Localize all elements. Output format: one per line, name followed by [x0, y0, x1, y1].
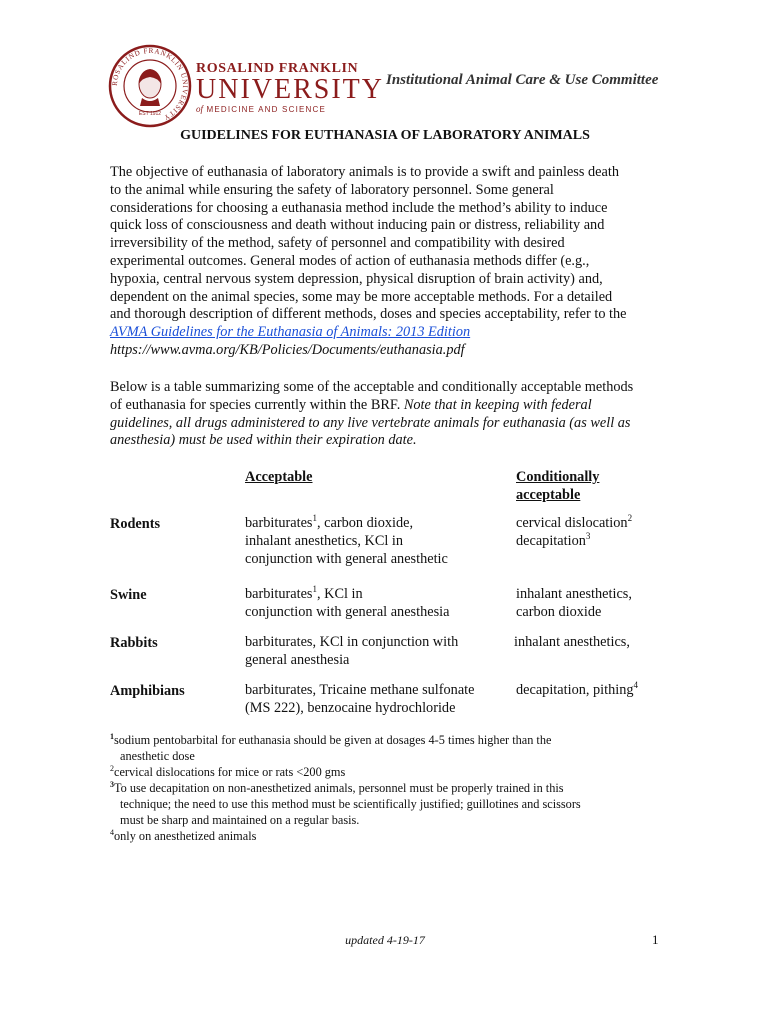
- rabbits-acceptable: [245, 634, 458, 670]
- committee-name: Institutional Animal Care & Use Committee: [386, 72, 659, 88]
- footnote-1-number: 1: [110, 731, 114, 741]
- rabbits-conditional: [514, 634, 630, 652]
- intro-line: hypoxia, central nervous system depression, physical disruption of brain activity) and,: [110, 270, 603, 287]
- amphibians-acc-line2: (MS 222), benzocaine hydrochloride: [245, 699, 456, 716]
- footnote-1: [110, 732, 670, 748]
- table-intro-note: Note that in keeping with federal: [403, 396, 592, 413]
- header-conditional-line2: acceptable: [516, 486, 581, 503]
- footnote-ref-1: 1: [312, 513, 317, 524]
- intro-line: and thorough description of different methods, doses and species acceptability, refer to the: [110, 306, 627, 323]
- university-wordmark: [196, 62, 384, 115]
- intro-line: The objective of euthanasia of laboratory animals is to provide a swift and painless death: [110, 164, 619, 180]
- avma-url-text: https://www.avma.org/KB/Policies/Documents/euthanasia.pdf: [110, 341, 465, 358]
- footnote-3-continued: technique; the need to use this method must be scientifically justified; guillotines and scissors: [120, 797, 581, 811]
- swine-cond-line1: inhalant anesthetics,: [516, 586, 632, 602]
- footnote-ref-4: 4: [633, 680, 639, 691]
- rodents-conditional: [516, 515, 632, 551]
- table-intro-line: Below is a table summarizing some of the acceptable and conditionally acceptable methods: [110, 379, 634, 395]
- species-rabbits: Rabbits: [110, 635, 158, 651]
- university-name-line2: UNIVERSITY: [196, 74, 384, 105]
- footnote-4-number: 4: [110, 827, 114, 837]
- amphibians-acceptable: [245, 682, 474, 718]
- footnote-1-continued: anesthetic dose: [120, 749, 195, 763]
- swine-conditional: [516, 586, 632, 622]
- rabbits-acc-line1: barbiturates, KCl in conjunction with: [245, 634, 459, 650]
- footnote-2-text: cervical dislocations for mice or rats <200 gms: [114, 765, 346, 779]
- seal-year: EST 1912: [138, 111, 162, 117]
- amphibians-acc-line1: barbiturates, Tricaine methane sulfonate: [245, 682, 475, 698]
- footnote-3-text: To use decapitation on non-anesthetized animals, personnel must be properly trained in this: [114, 781, 564, 795]
- intro-line: considerations for choosing a euthanasia method include the method’s ability to induce: [110, 199, 608, 216]
- rodents-acceptable: [245, 515, 448, 568]
- table-intro-note-line: guidelines, all drugs administered to any live vertebrate animals for euthanasia (as well as: [110, 414, 631, 431]
- swine-cond-line2: carbon dioxide: [516, 603, 602, 620]
- intro-line: irreversibility of the method, safety of personnel and compatibility with desired: [110, 235, 565, 252]
- swine-acc-line2: conjunction with general anesthesia: [245, 603, 450, 620]
- university-of: of: [196, 104, 204, 114]
- intro-paragraph: [110, 164, 670, 360]
- swine-acc-kcl: , KCl in: [316, 586, 363, 602]
- university-medicine-science: MEDICINE AND SCIENCE: [206, 105, 327, 114]
- page-title: GUIDELINES FOR EUTHANASIA OF LABORATORY ANIMALS: [180, 128, 590, 143]
- table-intro-paragraph: [110, 379, 670, 450]
- header-conditionally-acceptable: [516, 469, 599, 505]
- amphibians-cond-line1: decapitation, pithing: [516, 682, 634, 698]
- table-intro-normal: of euthanasia for species currently within the BRF.: [110, 396, 404, 413]
- university-name-line1: ROSALIND FRANKLIN: [196, 61, 359, 76]
- footnote-ref-2: 2: [627, 513, 633, 524]
- rabbits-cond-line1: inhalant anesthetics,: [514, 634, 630, 650]
- rodents-acc-barbiturates: barbiturates: [245, 515, 313, 531]
- intro-line: dependent on the animal species, some may be more acceptable methods. For a detailed: [110, 288, 613, 305]
- intro-line: quick loss of consciousness and death without inducing pain or distress, reliability and: [110, 217, 605, 234]
- page-number: 1: [652, 932, 659, 947]
- table-intro-line: [110, 397, 670, 415]
- intro-line: experimental outcomes. General modes of action of euthanasia methods differ (e.g.,: [110, 252, 590, 269]
- amphibians-conditional: [516, 682, 638, 700]
- footnote-2: [110, 764, 670, 780]
- footnote-3: [110, 780, 670, 796]
- footnote-3-continued: must be sharp and maintained on a regular basis.: [120, 813, 360, 827]
- footnote-2-number: 2: [110, 763, 114, 773]
- species-rodents: Rodents: [110, 516, 161, 532]
- footnote-3-number: 3: [110, 779, 114, 789]
- intro-line: to the animal while ensuring the safety of laboratory personnel. Some general: [110, 181, 554, 198]
- rodents-cond-decapitation: decapitation: [516, 532, 586, 549]
- header-acceptable: Acceptable: [245, 469, 313, 485]
- rodents-acc-co2: , carbon dioxide,: [316, 515, 414, 531]
- rabbits-acc-line2: general anesthesia: [245, 651, 350, 668]
- university-seal-logo: [108, 44, 192, 128]
- footer-updated-date: updated 4-19-17: [345, 933, 425, 947]
- species-swine: Swine: [110, 587, 147, 603]
- footnote-ref-3: 3: [585, 531, 591, 542]
- swine-acc-barbiturates: barbiturates: [245, 586, 313, 602]
- seal-ring-text: ROSALIND FRANKLIN UNIVERSITY: [110, 46, 190, 122]
- rodents-acc-line3: conjunction with general anesthetic: [245, 550, 448, 567]
- footnotes: [110, 732, 670, 844]
- rodents-cond-cervical: cervical dislocation: [516, 515, 628, 531]
- footnote-1-text: sodium pentobarbital for euthanasia should be given at dosages 4-5 times higher than the: [114, 733, 552, 747]
- footnote-4: [110, 828, 670, 844]
- footnote-4-text: only on anesthetized animals: [114, 829, 257, 843]
- header-conditional-line1: Conditionally: [516, 469, 600, 485]
- avma-guidelines-link[interactable]: AVMA Guidelines for the Euthanasia of Animals: 2013 Edition: [110, 324, 471, 341]
- swine-acceptable: [245, 586, 449, 622]
- table-intro-note-line: anesthesia) must be used within their expiration date.: [110, 432, 417, 449]
- rodents-acc-line2: inhalant anesthetics, KCl in: [245, 532, 404, 549]
- university-name-line3: [196, 104, 384, 115]
- footnote-ref-1: 1: [312, 584, 317, 595]
- species-amphibians: Amphibians: [110, 683, 185, 699]
